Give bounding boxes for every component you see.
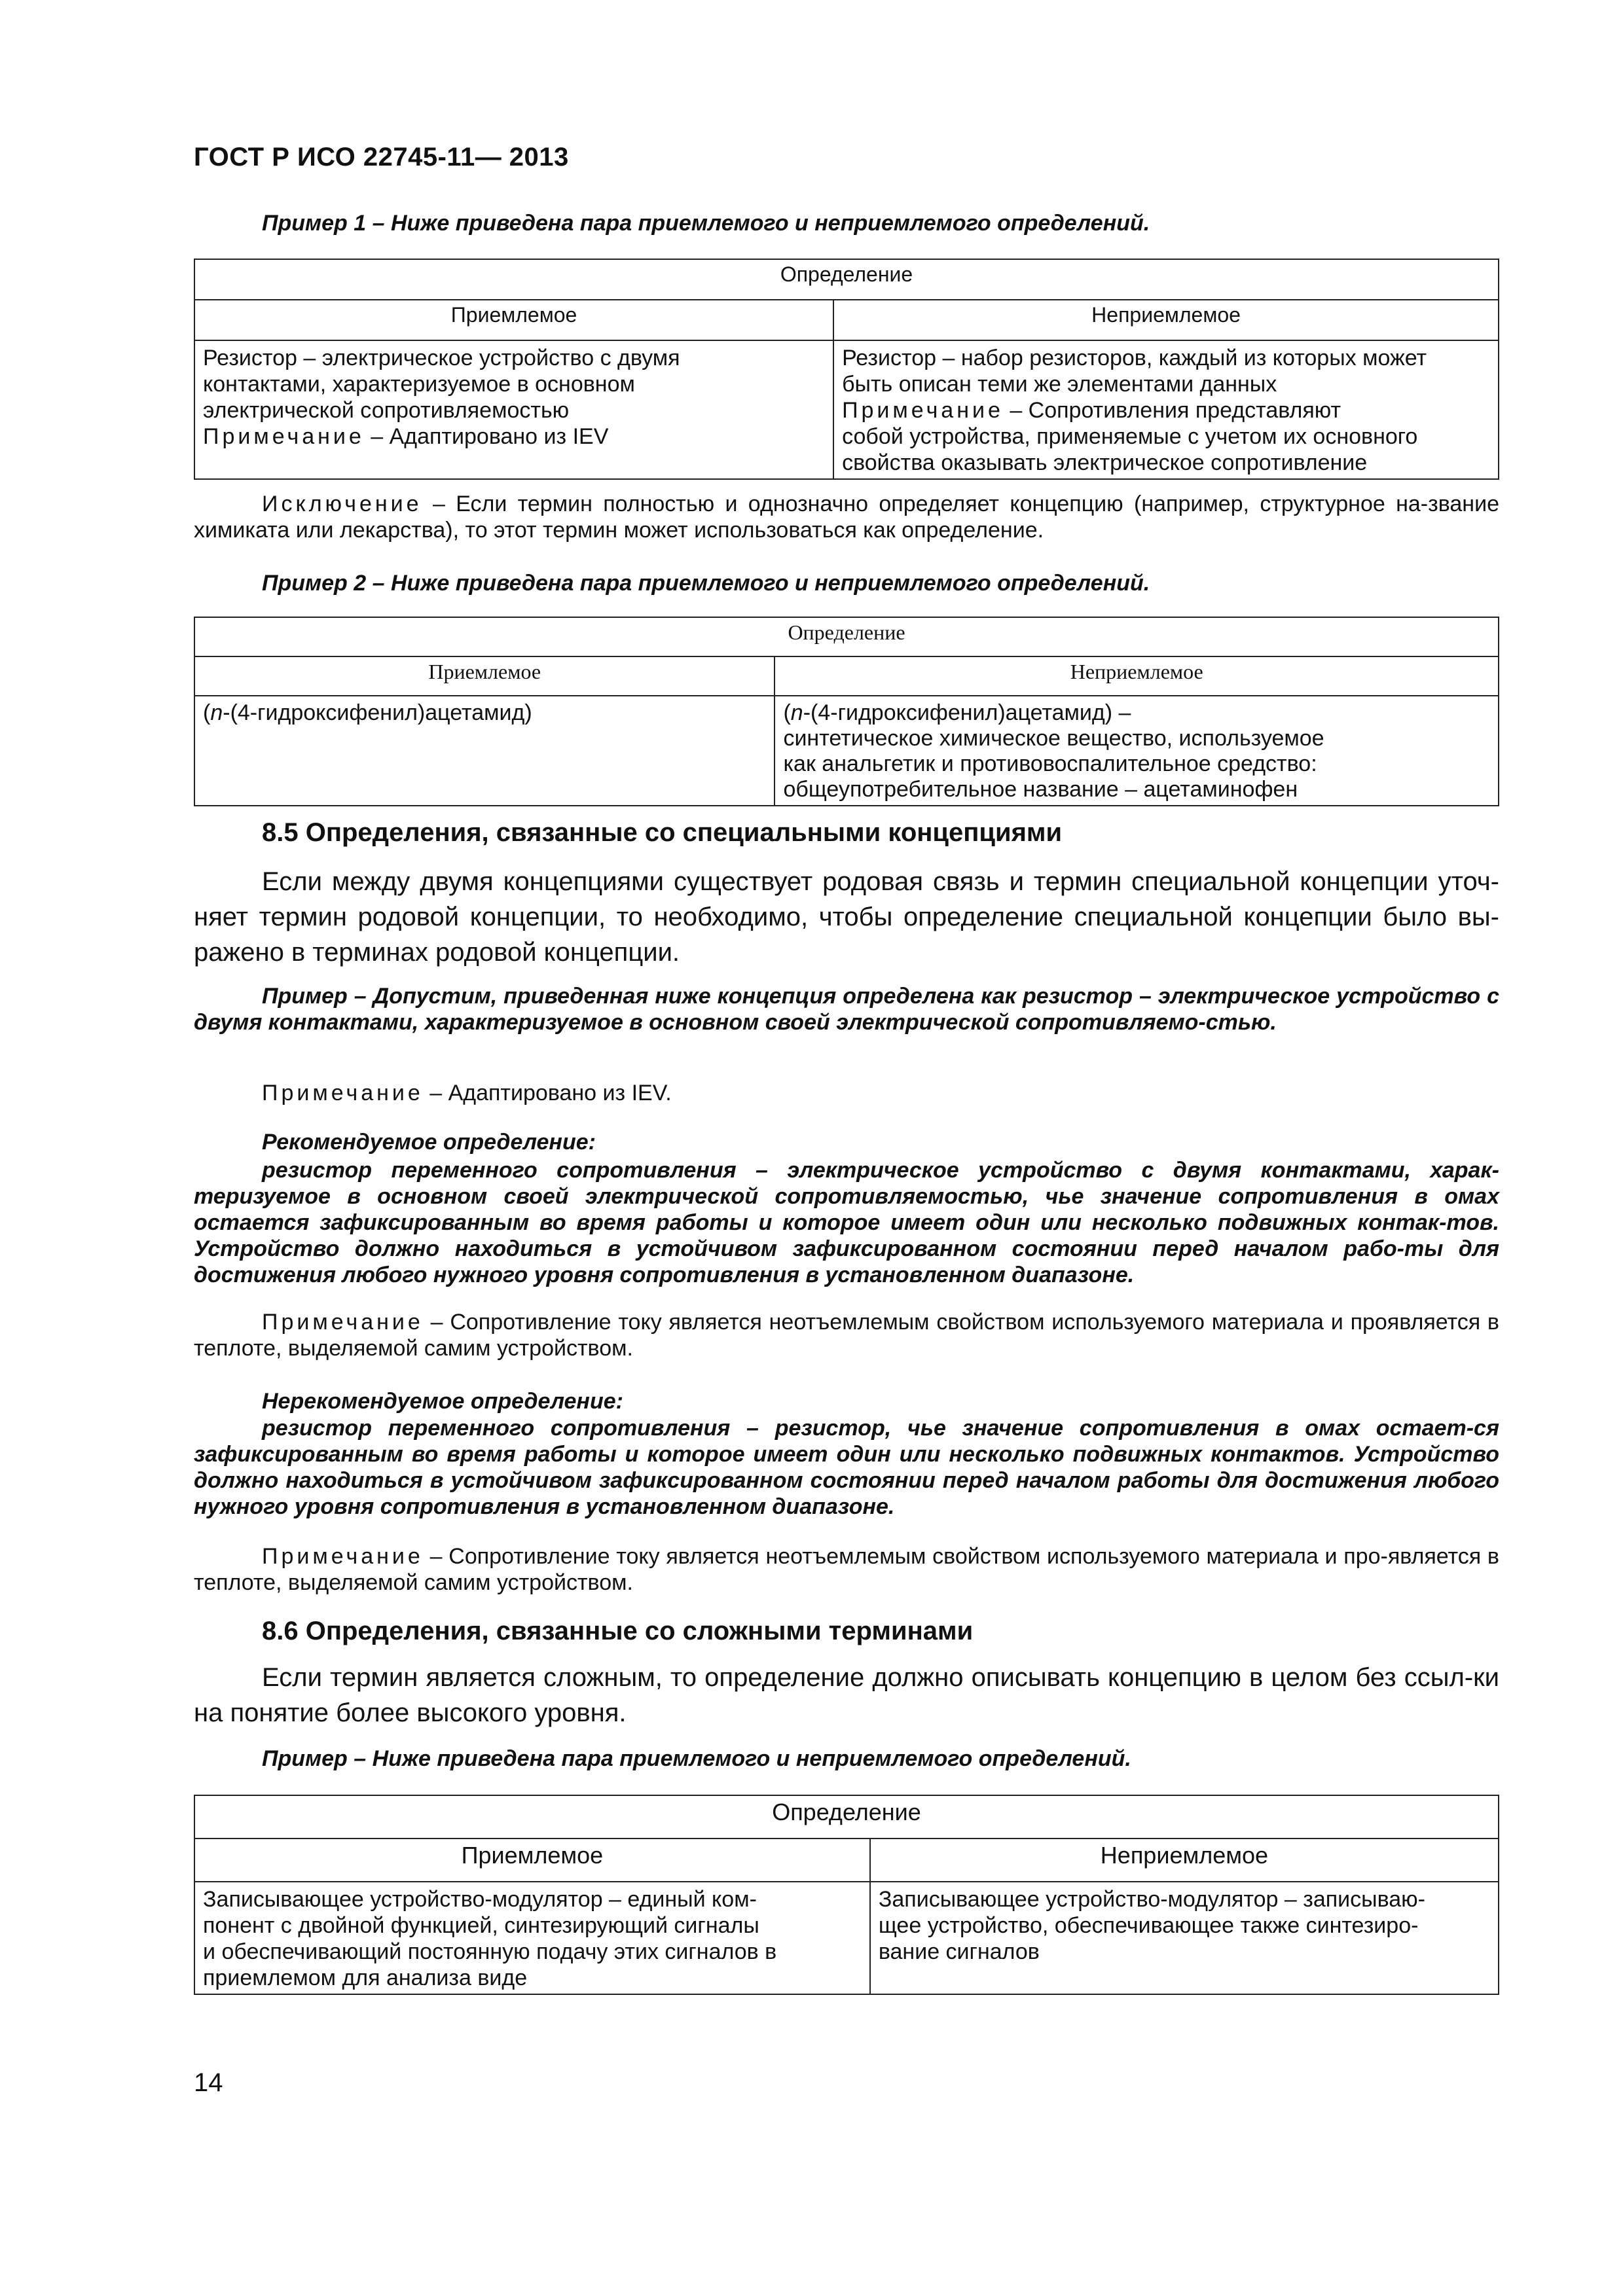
example2-table [194, 617, 1499, 806]
cell-line: общеупотребительное название – ацетаминофен [783, 777, 1298, 802]
cell-line: и обеспечивающий постоянную подачу этих сигналов в [203, 1939, 777, 1964]
unacceptable-definition-cell [775, 696, 1499, 806]
section-8-5-body: Если между двумя концепциями существует родовая связь и термин специальной концепции уточ-няет термин родовой концепции, то необходимо, чтобы определение специальной концепции было вы-ражено в терминах родовой концепции. [194, 867, 1499, 967]
cell-line: Резистор – набор резисторов, каждый из которых может [842, 346, 1427, 370]
text-rest: -(4-гидроксифенил)ацетамид) [223, 700, 532, 725]
note-text: – Сопротивление току является неотъемлемым свойством используемого материала и про-является в теплоте, выделяемой самим устройством. [194, 1544, 1499, 1595]
exception-text: – Если термин полностью и однозначно определяет концепцию (например, структурное на-звание химиката или лекарства), то этот термин может использоваться как определение. [194, 492, 1499, 543]
cell-line: быть описан теми же элементами данных [842, 372, 1277, 397]
cell-line: контактами, характеризуемое в основном [203, 372, 635, 397]
page-number: 14 [194, 2068, 223, 2097]
section-8-5-example: Пример – Допустим, приведенная ниже концепция определена как резистор – электрическое устройство с двумя контактами, характеризуемое в основном своей электрической сопротивляемо-стью. [194, 984, 1499, 1035]
note-label: Примечание [262, 1310, 424, 1335]
example2-table-wrap [194, 617, 1499, 806]
column-header-unacceptable: Неприемлемое [833, 300, 1499, 340]
cell-line: как анальгетик и противовоспалительное средство: [783, 751, 1317, 776]
cell-note [203, 423, 825, 450]
section-8-5-note-2 [194, 1309, 1499, 1361]
cell-line: понент с двойной функцией, синтезирующий сигналы [203, 1913, 759, 1938]
section-8-6-example-heading: Пример – Ниже приведена пара приемлемого и неприемлемого определений. [262, 1746, 1131, 1771]
exception-paragraph [194, 491, 1499, 543]
cell-line: Записывающее устройство-модулятор – записываю- [878, 1887, 1426, 1912]
note-text: – Сопротивления представляют [1003, 398, 1341, 423]
cell-line: собой устройства, применяемые с учетом их основного [842, 424, 1418, 449]
note-label: Примечание [262, 1081, 424, 1105]
unacceptable-definition-cell [870, 1882, 1499, 1994]
text-rest: -(4-гидроксифенил)ацетамид) – [803, 700, 1131, 725]
example1-table [194, 259, 1499, 480]
cell-line: Резистор – электрическое устройство с двумя [203, 346, 680, 370]
recommended-heading: Рекомендуемое определение: [262, 1130, 596, 1155]
table-group-header: Определение [194, 259, 1499, 300]
acceptable-definition-cell [194, 696, 775, 806]
section-8-5-note-3 [194, 1543, 1499, 1596]
column-header-acceptable: Приемлемое [194, 1839, 870, 1882]
text-prefix: ( [783, 700, 791, 725]
note-label: Примечание [262, 1544, 424, 1569]
section-8-6-body: Если термин является сложным, то определение должно описывать концепцию в целом без ссыл-ки на понятие более высокого уровня. [194, 1663, 1499, 1727]
note-text: – Адаптировано из IEV [364, 424, 609, 449]
document-header: ГОСТ Р ИСО 22745-11— 2013 [194, 143, 569, 171]
section-8-5-title: 8.5 Определения, связанные со специальными концепциями [262, 818, 1063, 847]
section-8-5-note-1 [194, 1080, 1499, 1106]
column-header-acceptable: Приемлемое [194, 300, 833, 340]
exception-label: Исключение [262, 492, 422, 516]
italic-symbol: n [790, 700, 803, 725]
column-header-acceptable: Приемлемое [194, 656, 775, 696]
acceptable-definition-cell [194, 1882, 870, 1994]
table-group-header: Определение [194, 1795, 1499, 1839]
not-recommended-heading: Нерекомендуемое определение: [262, 1389, 623, 1414]
cell-line: синтетическое химическое вещество, используемое [783, 726, 1324, 751]
table-group-header: Определение [194, 617, 1499, 656]
example2-heading: Пример 2 – Ниже приведена пара приемлемого и неприемлемого определений. [262, 571, 1150, 596]
column-header-unacceptable: Неприемлемое [870, 1839, 1499, 1882]
acceptable-definition-cell [194, 340, 833, 479]
section-8-6-table [194, 1795, 1499, 1995]
example1-heading: Пример 1 – Ниже приведена пара приемлемого и неприемлемого определений. [262, 211, 1150, 236]
section-8-6-title: 8.6 Определения, связанные со сложными терминами [262, 1617, 974, 1645]
cell-note [842, 397, 1490, 423]
cell-line: электрической сопротивляемостью [203, 398, 570, 423]
note-label: Примечание [203, 424, 365, 449]
recommended-definition: резистор переменного сопротивления – электрическое устройство с двумя контактами, харак-теризуемое в основном своей электрической сопротивляемостью, чье значение сопротивления в омах остается зафиксированным во время работы и которое имеет один или несколько подвижных контак-тов. Устройство должно находиться в устойчивом зафиксированном состоянии перед началом рабо-ты для достижения любого нужного уровня сопротивления в установленном диапазоне. [194, 1158, 1499, 1287]
cell-line: щее устройство, обеспечивающее также синтезиро- [878, 1913, 1419, 1938]
text-prefix: ( [203, 700, 211, 725]
cell-line: Записывающее устройство-модулятор – единый ком- [203, 1887, 757, 1912]
note-text: – Адаптировано из IEV. [423, 1081, 672, 1105]
cell-line [783, 700, 1490, 726]
unacceptable-definition-cell [833, 340, 1499, 479]
note-label: Примечание [842, 398, 1004, 423]
cell-line: вание сигналов [878, 1939, 1040, 1964]
italic-symbol: n [210, 700, 223, 725]
section-8-6-table-wrap [194, 1795, 1499, 1995]
cell-line: свойства оказывать электрическое сопротивление [842, 450, 1368, 475]
example1-table-wrap [194, 259, 1499, 480]
column-header-unacceptable: Неприемлемое [775, 656, 1499, 696]
not-recommended-definition: резистор переменного сопротивления – резистор, чье значение сопротивления в омах остает-ся зафиксированным во время работы и которое имеет один или несколько подвижных контактов. Устройство должно находиться в устойчивом зафиксированном состоянии перед началом работы для достижения любого нужного уровня сопротивления в установленном диапазоне. [194, 1416, 1499, 1519]
note-text: – Сопротивление току является неотъемлемым свойством используемого материала и проявляется в теплоте, выделяемой самим устройством. [194, 1310, 1499, 1361]
cell-line: приемлемом для анализа виде [203, 1965, 528, 1990]
